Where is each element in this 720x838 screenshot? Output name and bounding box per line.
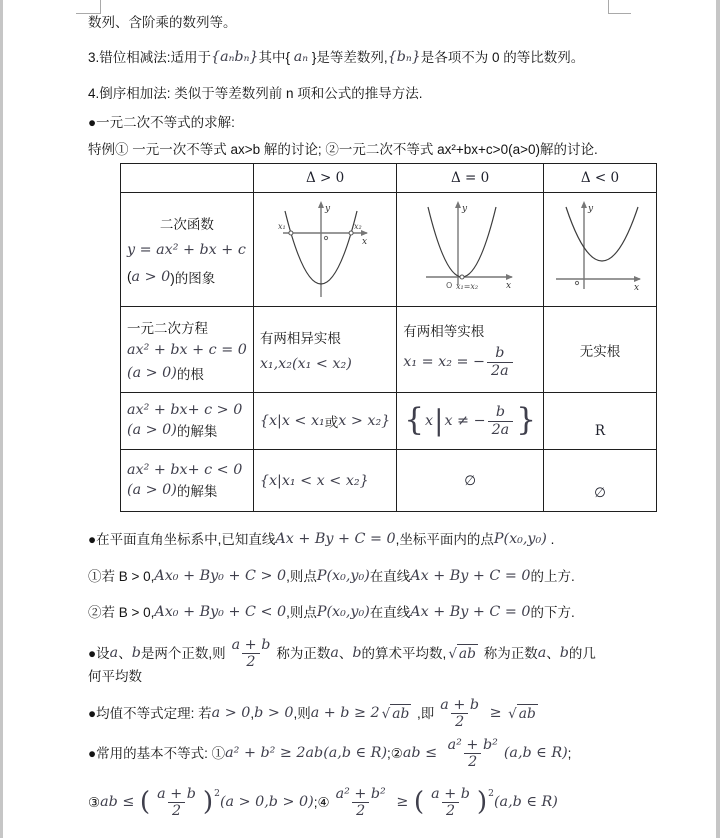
table-row-graphs (121, 193, 657, 307)
cell-line: (a > 0) 的根 (127, 364, 204, 382)
cell-lt-zero-solution-two-roots (253, 450, 396, 512)
cell-line: (a > 0) 的解集 (127, 422, 218, 439)
table-row-roots (121, 307, 657, 393)
graph-label-x-axis: x (506, 280, 512, 291)
graph-label-x1-equals-x2: x₁=x₂ (456, 281, 479, 291)
graph-label-y-axis: y (325, 203, 331, 214)
header-label: Δ = 0 (451, 170, 490, 186)
graph-label-x-axis: x (633, 282, 640, 293)
cell-header-delta-negative (543, 164, 656, 193)
window-edge-left (0, 0, 3, 838)
cell-line: (a > 0) 的解集 (127, 481, 218, 499)
quadratic-discriminant-table (120, 163, 657, 512)
cell-gt-zero-solution-two-roots (253, 393, 396, 450)
cell-line: x₁,x₂(x₁ < x₂) (259, 356, 352, 372)
para-basic-inequalities-cont: ③ ab ≤ ( $\frac{a + b}{2}$ ) 2 (a > 0,b > 0) ;④ $\frac{\text{a² + b²}}{2}$ ≥ ( $\frac{a + b}{2}$ ) 2 (a,b ∈ R) (88, 786, 558, 820)
parabola-graph-no-root (550, 197, 650, 303)
graph-label-x-axis: x (362, 236, 368, 247)
empty-set-symbol: ∅ (464, 472, 476, 489)
para-means-definition-cont: 何平均数 (88, 669, 142, 684)
cell-line: ax² + bx + c = 0 (127, 341, 247, 358)
cell-two-equal-roots (397, 307, 544, 393)
cell-no-real-roots (543, 307, 656, 393)
para-point-above-line: ①若 B > 0, Ax₀ + By₀ + C > 0 ,则点 P(x₀,y₀) 在直线 Ax + By + C = 0 的上方. (88, 568, 575, 584)
no-roots-label: 无实根 (579, 343, 621, 359)
cell-two-distinct-roots (253, 307, 396, 393)
parabola-graph-double-root (420, 197, 520, 303)
bullet-basic-inequalities: ●常用的基本不等式: ① a² + b² ≥ 2ab (a,b ∈ R) ;② ab ≤ $\frac{\text{a² + b²}}{2}$ (a,b ∈ R) ; (88, 737, 572, 771)
cell-gt-zero-solution-no-root (543, 393, 656, 450)
cell-header-delta-zero (397, 164, 544, 193)
cell-lt-zero-label (121, 450, 254, 512)
graph-label-origin: O (446, 280, 453, 290)
bullet-quadratic-inequality-heading: ●一元二次不等式的求解: (88, 115, 235, 130)
parabola-graph-two-roots (275, 197, 375, 303)
cell-line: x₁ = x₂ = − $\frac{b}{2a}$ (403, 345, 537, 379)
cell-line: {x|x₁ < x < x₂} (259, 472, 369, 489)
cell-line: 有两相异实根 (259, 331, 341, 346)
bullet-line-point-position: ●在平面直角坐标系中,已知直线 Ax + By + C = 0 ,坐标平面内的点 P(x₀,y₀) . (88, 531, 555, 547)
table-row-gt-zero-solution (121, 393, 657, 450)
cell-lt-zero-solution-double-root (397, 450, 544, 512)
page-margin-mark-left (76, 0, 101, 14)
cell-gt-zero-solution-double-root (397, 393, 544, 450)
para-sequence-types: 数列、含阶乘的数列等。 (88, 15, 237, 30)
cell-graph-delta-negative (543, 193, 656, 307)
cell-line: ax² + bx+ c > 0 (127, 402, 243, 418)
cell-line: 有两相等实根 (403, 324, 485, 340)
cell-quadratic-equation-label (121, 307, 254, 393)
cell-line: { x | x ≠ − $\frac{b}{2a}$ } (404, 402, 536, 439)
graph-label-x2: x₂ (354, 221, 362, 231)
cell-line: 一元二次方程 (127, 320, 208, 336)
cell-line: y = ax² + bx + c (127, 241, 246, 258)
graph-label-x1: x₁ (278, 221, 286, 231)
cell-header-empty (121, 164, 254, 193)
para-daoxu-method: 4.倒序相加法: 类似于等差数列前 n 项和公式的推导方法. (88, 86, 423, 101)
bullet-means-definition: ●设 a 、 b 是两个正数,则 $\frac{a + b}{2}$ 称为正数 a 、 b 的算术平均数, √ ab 称为正数 a 、 b 的几 (88, 637, 596, 671)
bullet-mean-inequality-theorem: ●均值不等式定理: 若 a > 0 , b > 0 ,则 a + b ≥ 2 √ ab ,即 $\frac{a + b}{2}$ ≥ √ ab (88, 697, 536, 731)
para-point-below-line: ②若 B > 0, Ax₀ + By₀ + C < 0 ,则点 P(x₀,y₀) 在直线 Ax + By + C = 0 的下方. (88, 604, 575, 620)
para-special-cases: 特例① 一元一次不等式 ax>b 解的讨论; ②一元二次不等式 ax²+bx+c>0(a>0)解的讨论. (88, 142, 598, 157)
cell-line: ( a > 0 )的图象 (127, 268, 216, 286)
cell-line: ax² + bx+ c < 0 (127, 461, 243, 478)
table-row-lt-zero-solution (121, 450, 657, 512)
header-label: Δ < 0 (580, 170, 620, 186)
cell-line: {x|x < x₁ 或 x > x₂} (259, 413, 391, 430)
table-header-row (121, 164, 657, 193)
cell-line: 二次函数 (159, 216, 214, 232)
solution-set-R: R (594, 423, 606, 439)
cell-graph-delta-zero (397, 193, 544, 307)
graph-label-y-axis: y (462, 203, 468, 214)
cell-gt-zero-label (121, 393, 254, 450)
header-label: Δ > 0 (305, 170, 345, 186)
cell-quadratic-function-label (121, 193, 254, 307)
cell-lt-zero-solution-no-root (543, 450, 656, 512)
page-margin-mark-right (608, 0, 631, 14)
cell-graph-delta-positive (253, 193, 396, 307)
empty-set-symbol: ∅ (594, 485, 606, 501)
window-edge-right (716, 0, 720, 838)
graph-label-y-axis: y (587, 203, 594, 214)
para-cuowei-method: 3.错位相减法:适用于 {aₙbₙ} 其中{ aₙ }是等差数列, {bₙ} 是各项不为 0 的等比数列。 (88, 49, 585, 65)
cell-header-delta-positive (253, 164, 396, 193)
